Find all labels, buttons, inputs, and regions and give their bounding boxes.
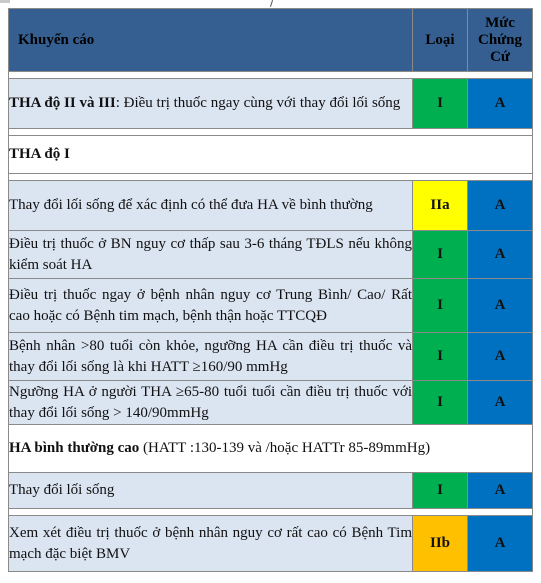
class-cell: I: [413, 333, 468, 381]
table-header-row: [9, 9, 533, 72]
recommendation-text: Bệnh nhân >80 tuổi còn khỏe, ngưỡng HA cần điều trị thuốc và thay đổi lối sống là khi HATT ≥160/90 mmHg: [9, 333, 413, 381]
recommendation-text: Thay đổi lối sống để xác định có thể đưa HA về bình thường: [9, 181, 413, 231]
recommendation-text: Điều trị thuốc ngay ở bệnh nhân nguy cơ Trung Bình/ Cao/ Rất cao hoặc có Bệnh tim mạch, bệnh thận hoặc TTCQĐ: [9, 279, 413, 333]
class-cell: I: [413, 231, 468, 279]
recommendation-text: Thay đổi lối sống: [9, 473, 413, 509]
class-cell: IIb: [413, 516, 468, 572]
corner-mark: [0, 0, 10, 3]
section-note: (HATT :130-139 và /hoặc HATTr 85-89mmHg): [139, 440, 431, 456]
header-evidence: [468, 9, 533, 72]
table-row: [9, 381, 533, 425]
recommendation-table: [8, 8, 533, 572]
class-cell: I: [413, 279, 468, 333]
header-evidence-line2: Chứng: [477, 31, 523, 48]
recommendation-text: Ngưỡng HA ở người THA ≥65-80 tuổi tuổi cần điều trị thuốc với thay đổi lối sống > 140/90mmHg: [9, 381, 413, 425]
evidence-cell: A: [468, 333, 533, 381]
section-heading: [9, 136, 533, 174]
header-class: Loại: [413, 9, 468, 72]
evidence-cell: A: [468, 473, 533, 509]
table-row: [9, 231, 533, 279]
evidence-cell: A: [468, 181, 533, 231]
recommendation-text: Điều trị thuốc ở BN nguy cơ thấp sau 3-6 tháng TĐLS nếu không kiểm soát HA: [9, 231, 413, 279]
recommendation-bold: THA độ II và III: [9, 95, 116, 111]
class-cell: I: [413, 381, 468, 425]
table-row: [9, 473, 533, 509]
table-row: [9, 279, 533, 333]
header-recommendation: Khuyến cáo: [9, 9, 413, 72]
evidence-cell: A: [468, 381, 533, 425]
section-heading: [9, 425, 533, 473]
evidence-cell: A: [468, 516, 533, 572]
evidence-cell: A: [468, 79, 533, 129]
evidence-cell: A: [468, 231, 533, 279]
table-row: [9, 333, 533, 381]
section-title: HA bình thường cao: [9, 440, 140, 456]
recommendation-text: Xem xét điều trị thuốc ở bệnh nhân nguy cơ rất cao có Bệnh Tim mạch đặc biệt BMV: [9, 516, 413, 572]
table-row: [9, 181, 533, 231]
header-evidence-line1: Mức: [485, 14, 515, 31]
section-row: [9, 425, 533, 473]
class-cell: IIa: [413, 181, 468, 231]
recommendation-cell: [9, 79, 413, 129]
cursor-mark: [270, 0, 273, 7]
class-cell: I: [413, 473, 468, 509]
recommendation-text: : Điều trị thuốc ngay cùng với thay đổi lối sống: [115, 95, 401, 111]
header-evidence-line3: Cứ: [490, 48, 510, 65]
evidence-cell: A: [468, 279, 533, 333]
table-row: [9, 516, 533, 572]
section-row: [9, 136, 533, 174]
class-cell: I: [413, 79, 468, 129]
section-title: THA độ I: [9, 146, 70, 162]
table-row: [9, 79, 533, 129]
